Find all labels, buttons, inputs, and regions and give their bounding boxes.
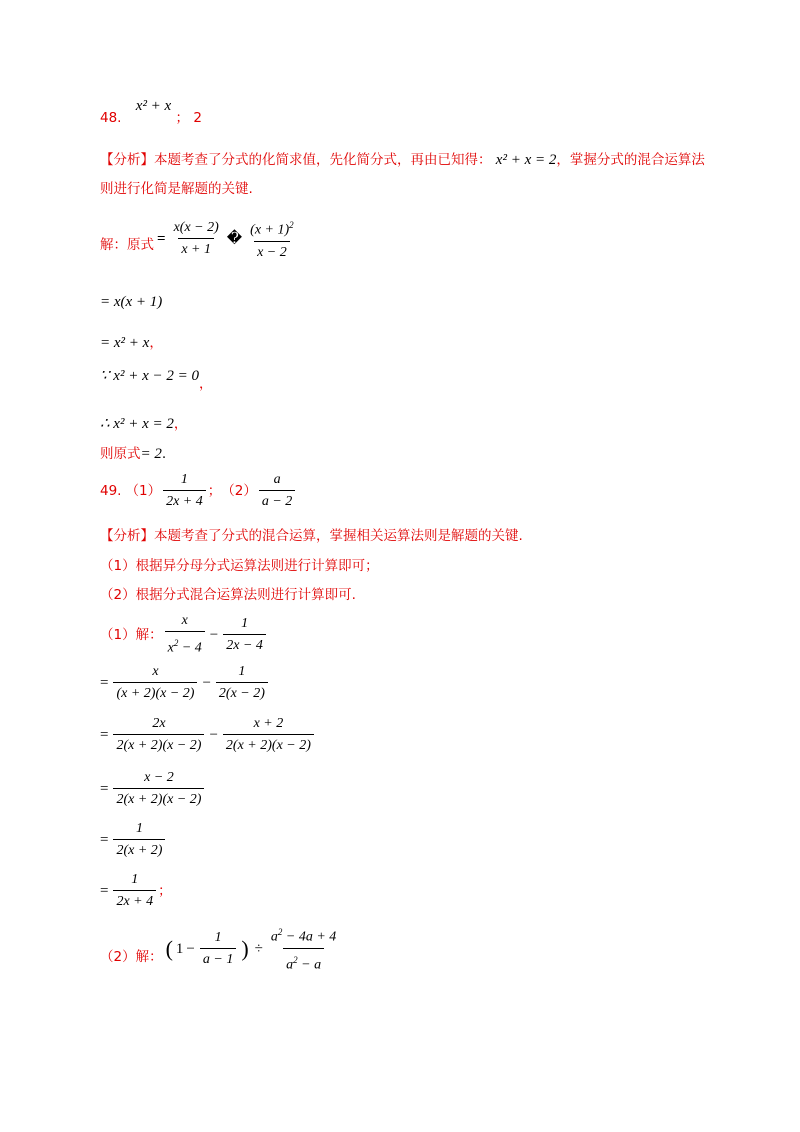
q48-analysis-line2: 则进行化简是解题的关键. <box>100 181 253 197</box>
q48-step2-tail: ， <box>149 335 163 351</box>
q48-step3: ∵ x² + x − 2 = 0 <box>100 368 199 384</box>
q49-analysis-line3: （2）根据分式混合运算法则进行计算即可. <box>100 587 356 603</box>
q49-sep: ； <box>207 483 222 499</box>
q48-operator-glyph: � <box>226 231 243 247</box>
q48-sep: ； <box>175 110 190 126</box>
q49-analysis-line2: （1）根据异分母分式运算法则进行计算即可； <box>100 558 379 574</box>
q48-step3-tail: ， <box>198 376 213 392</box>
q48-step4: ∴ x² + x = 2 <box>100 416 174 432</box>
q48-answer-expr: x² + x <box>135 98 172 114</box>
q49-analysis-text1: 本题考查了分式的混合运算，掌握相关运算法则是解题的关键. <box>154 528 523 544</box>
q49-number: 49. <box>100 483 122 499</box>
q49-sol2-label: （2）解： <box>100 949 163 965</box>
q49-sol1-step5: = $\frac{1}{2x + 4}$ ； <box>100 872 172 909</box>
q49-sol1-step3: = $\frac{x - 2}{2(x + 2)(x - 2)}$ <box>100 768 206 810</box>
q49-part1-answer: $\frac{1}{2x + 4}$ <box>163 471 206 511</box>
q48-answer-line <box>100 98 202 128</box>
q48-frac-a: $\frac{x(x - 2)}{x + 1}$ <box>173 220 219 257</box>
q48-step1: = x(x + 1) <box>100 294 163 310</box>
q48-analysis-tag: 【分析】 <box>100 152 154 168</box>
q48-answer-val: 2 <box>193 110 202 126</box>
q48-step3-line <box>100 366 213 392</box>
q48-analysis-tail: ，掌握分式的混合运算法 <box>556 152 705 168</box>
q49-sol1-label: （1）解： <box>100 627 163 643</box>
q48-step4-tail: ， <box>173 416 188 432</box>
q49-sol2-line0: （2）解： ( 1 − $\frac{1}{a - 1}$ ) ÷ $\frac{a^2 - 4a + 4}{a^2 - a}$ <box>100 927 337 973</box>
q49-analysis-line1 <box>100 526 523 546</box>
q48-conclusion-label: 则原式 <box>100 446 141 462</box>
q48-conclusion <box>100 444 166 464</box>
q49-sol1-step4: = $\frac{1}{2(x + 2)}$ <box>100 819 167 861</box>
q49-sol1-end: ； <box>158 883 172 899</box>
q48-conclusion-val: = 2 <box>140 446 162 462</box>
q49-part1-label: （1） <box>125 483 162 499</box>
q49-answer-line <box>100 470 297 512</box>
q49-part2-answer: $\frac{a}{a - 2}$ <box>259 471 295 511</box>
q48-step2: = x² + x <box>100 335 150 351</box>
q48-conclusion-tail: . <box>161 446 167 462</box>
q48-analysis-expr: x² + x = 2 <box>495 152 557 168</box>
q48-number: 48. <box>100 110 122 126</box>
q49-sol1-step2: = $\frac{2x}{2(x + 2)(x - 2)}$ − $\frac{x + 2}{2(x + 2)(x - 2)}$ <box>100 714 316 756</box>
q48-frac-b: $\frac{(x + 1)^2}{x - 2}$ <box>250 220 294 260</box>
q48-step4-line <box>100 414 187 434</box>
q49-part2-label: （2） <box>221 483 257 499</box>
q48-solution-label: 解：原式 <box>100 237 154 253</box>
q48-step2-line <box>100 333 163 353</box>
q48-solution-original: 解：原式 = $\frac{x(x - 2)}{x + 1}$ � $\frac{(x + 1)^2}{x - 2}$ <box>100 219 299 259</box>
q49-sol1-step1: = $\frac{x}{(x + 2)(x - 2)}$ − $\frac{1}{2(x - 2)}$ <box>100 662 270 704</box>
q49-analysis-tag: 【分析】 <box>100 528 154 544</box>
q49-sol1-line0: （1）解： $\frac{x}{x^2 - 4}$ − $\frac{1}{2x - 4}$ <box>100 614 268 656</box>
q48-analysis-text1: 本题考查了分式的化简求值，先化简分式，再由已知得： <box>154 152 492 168</box>
q48-analysis-line1 <box>100 150 705 170</box>
